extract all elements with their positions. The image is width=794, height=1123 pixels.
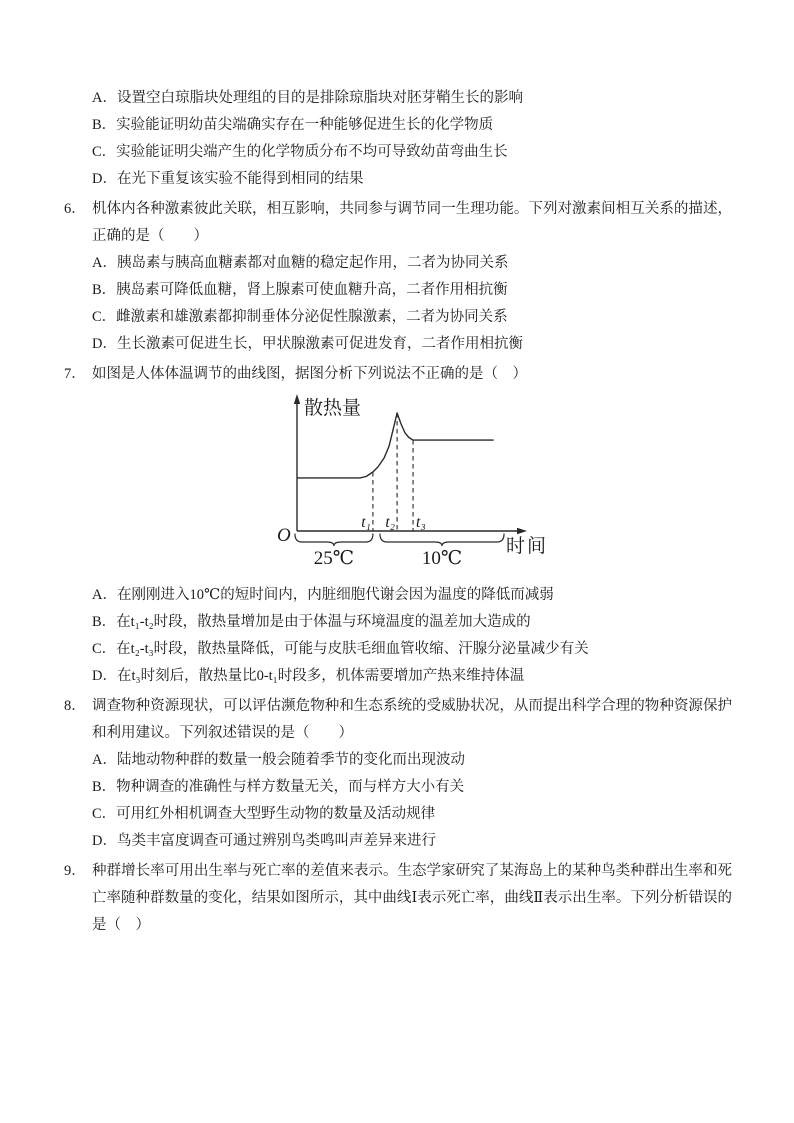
option-label: B．: [92, 779, 117, 795]
option-label: A．: [92, 752, 117, 768]
option-label: B．: [92, 614, 117, 630]
question-stem-text: 如图是人体体温调节的曲线图，据图分析下列说法不正确的是（ ）: [92, 366, 527, 382]
brace-1: [380, 534, 504, 546]
option-label: B．: [92, 117, 117, 133]
question-stem: [64, 196, 732, 250]
question-8: [64, 693, 732, 855]
option-label: D．: [92, 668, 117, 684]
option-label: C．: [92, 309, 117, 325]
option-row: [64, 331, 732, 358]
option-label: C．: [92, 806, 117, 822]
marker-label-1: t₂: [385, 514, 396, 531]
option-label: C．: [92, 144, 117, 160]
option-row: [64, 636, 732, 663]
question-number: 8．: [64, 698, 86, 714]
question-stem-text: 机体内各种激素彼此关联，相互影响，共同参与调节同一生理功能。下列对激素间相互关系的描述，正确的是（ ）: [92, 201, 732, 244]
question-5-options: [64, 85, 732, 193]
option-row: [64, 774, 732, 801]
option-text: 实验能证明尖端产生的化学物质分布不均可导致幼苗弯曲生长: [116, 144, 508, 160]
question-stem-text: 种群增长率可用出生率与死亡率的差值来表示。生态学家研究了某海岛上的某种鸟类种群出生率和死亡率随种群数量的变化，结果如图所示，其中曲线Ⅰ表示死亡率，曲线Ⅱ表示出生率。下列分析错误的是（ ）: [92, 863, 732, 933]
option-row: [64, 609, 732, 636]
option-row: [64, 582, 732, 609]
brace-label-0: 25℃: [313, 548, 355, 569]
option-label: A．: [92, 255, 117, 271]
option-row: [64, 166, 732, 193]
chart-svg: [268, 392, 568, 580]
option-row: [64, 801, 732, 828]
option-text: 生长激素可促进生长，甲状腺激素可促进发育，二者作用相抗衡: [116, 336, 523, 352]
y-axis-arrow-icon: [294, 394, 300, 404]
option-label: A．: [92, 587, 117, 603]
option-text: 胰岛素与胰高血糖素都对血糖的稳定起作用，二者为协同关系: [116, 255, 509, 271]
option-row: [64, 277, 732, 304]
brace-label-1: 10℃: [421, 548, 463, 569]
x-axis-label: 时间: [506, 536, 549, 557]
option-text: 胰岛素可降低血糖，肾上腺素可使血糖升高，二者作用相抗衡: [116, 282, 508, 298]
option-row: [64, 747, 732, 774]
option-row: [64, 112, 732, 139]
question-stem: [64, 361, 732, 388]
option-text: 实验能证明幼苗尖端确实存在一种能够促进生长的化学物质: [116, 117, 494, 133]
option-text: 在t₁-t₂时段，散热量增加是由于体温与环境温度的温差加大造成的: [116, 614, 531, 630]
option-row: [64, 85, 732, 112]
question-number: 9．: [64, 863, 86, 879]
option-row: [64, 139, 732, 166]
option-row: [64, 828, 732, 855]
y-axis-label: 散热量: [304, 398, 362, 419]
option-label: D．: [92, 336, 117, 352]
option-row: [64, 250, 732, 277]
question-9: [64, 858, 732, 939]
x-axis-arrow-icon: [517, 528, 527, 534]
option-label: D．: [92, 171, 117, 187]
option-row: [64, 304, 732, 331]
option-label: C．: [92, 641, 117, 657]
question-stem: [64, 693, 732, 747]
question-number: 7．: [64, 366, 86, 382]
option-text: 在刚刚进入10℃的短时间内，内脏细胞代谢会因为温度的降低而减弱: [116, 587, 554, 603]
heat-dissipation-chart: [268, 392, 568, 580]
marker-label-2: t₃: [416, 514, 426, 531]
question-6: [64, 196, 732, 358]
option-row: [64, 663, 732, 690]
option-label: B．: [92, 282, 117, 298]
option-text: 在光下重复该实验不能得到相同的结果: [116, 171, 364, 187]
question-7: [64, 361, 732, 690]
option-text: 雌激素和雄激素都抑制垂体分泌促性腺激素，二者为协同关系: [116, 309, 508, 325]
question-number: 6．: [64, 201, 86, 217]
question-stem-text: 调查物种资源现状，可以评估濒危物种和生态系统的受威胁状况，从而提出科学合理的物种资源保护和利用建议。下列叙述错误的是（ ）: [92, 698, 732, 741]
option-text: 在t₃时刻后，散热量比0-t₁时段多，机体需要增加产热来维持体温: [116, 668, 525, 684]
option-text: 在t₂-t₃时段，散热量降低，可能与皮肤毛细血管收缩、汗腺分泌量减少有关: [116, 641, 589, 657]
brace-0: [295, 534, 373, 546]
marker-label-0: t₁: [361, 514, 371, 531]
option-text: 可用红外相机调查大型野生动物的数量及活动规律: [116, 806, 436, 822]
heat-curve: [298, 413, 493, 478]
question-stem: [64, 858, 732, 939]
option-label: D．: [92, 833, 117, 849]
option-text: 设置空白琼脂块处理组的目的是排除琼脂块对胚芽鞘生长的影响: [116, 90, 523, 106]
option-text: 物种调查的准确性与样方数量无关，而与样方大小有关: [116, 779, 465, 795]
origin-label: O: [277, 525, 291, 546]
option-label: A．: [92, 90, 117, 106]
option-text: 陆地动物种群的数量一般会随着季节的变化而出现波动: [116, 752, 465, 768]
option-text: 鸟类丰富度调查可通过辨别鸟类鸣叫声差异来进行: [116, 833, 436, 849]
